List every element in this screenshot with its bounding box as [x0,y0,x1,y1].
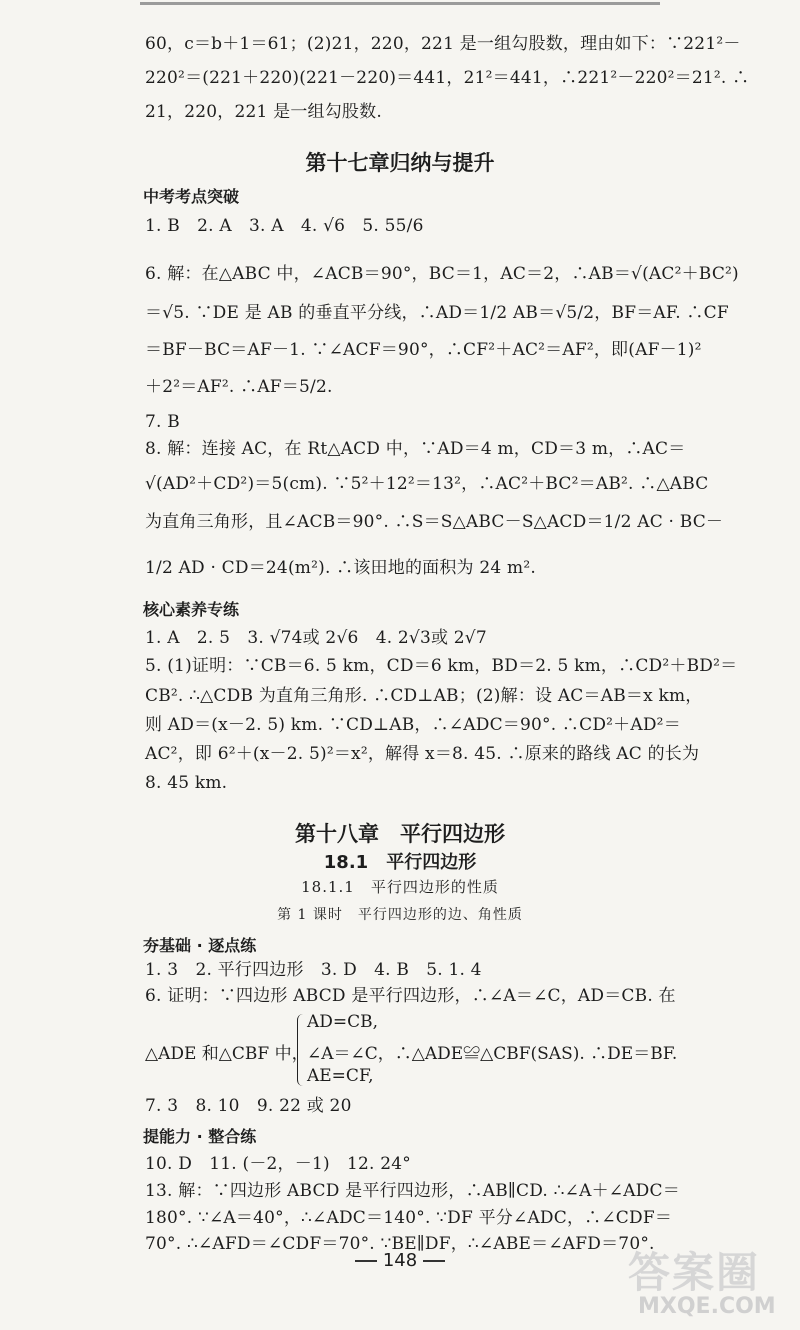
system-lead: △ADE 和△CBF 中， [145,1044,309,1064]
answer-line: 8. 45 km. [145,773,228,793]
answer-line: √(AD²＋CD²)＝5(cm). ∵5²＋12²＝13²，∴AC²＋BC²＝AB². ∴△ABC [145,474,709,494]
chapter-17-title: 第十七章归纳与提升 [305,151,495,175]
heading-improve: 提能力 · 整合练 [143,1127,257,1146]
answer-line: 为直角三角形，且∠ACB＝90°. ∴S＝S△ABC－S△ACD＝1/2 AC · BC－ [145,512,724,532]
page-number-text: 148 [382,1250,418,1271]
answer-line: ＋2²＝AF². ∴AF＝5/2. [145,377,333,397]
page-dash-right [423,1260,445,1262]
section-title: 18.1 平行四边形 [323,852,477,873]
answer-line: 7. B [145,412,180,432]
system-case: ∠A＝∠C，∴△ADE≌△CBF(SAS). ∴DE＝BF. [307,1044,678,1064]
watermark-text: 答案圈 [628,1248,761,1297]
page-dash-left [355,1260,377,1262]
heading-core-literacy: 核心素养专练 [143,600,240,619]
system-case: AE=CF, [307,1066,374,1086]
congruence-system [145,1012,685,1088]
answer-line: 1. B 2. A 3. A 4. √6 5. 55/6 [145,216,424,236]
answer-line: 6. 解：在△ABC 中，∠ACB＝90°，BC＝1，AC＝2，∴AB＝√(AC²＋BC²) [145,264,739,284]
watermark-url: MXQE.COM [638,1294,776,1319]
continuation-line-2: 220²＝(221＋220)(221－220)＝441，21²＝441，∴221²－220²＝21². ∴ [145,68,750,88]
left-brace [297,1014,304,1086]
answer-line: 70°. ∴∠AFD＝∠CDF＝70°. ∵BE∥DF，∴∠ABE＝∠AFD＝70°. [145,1234,655,1254]
answer-line: ＝√5. ∵DE 是 AB 的垂直平分线，∴AD＝1/2 AB＝√5/2，BF＝AF. ∴CF [145,303,729,323]
heading-exam-points: 中考考点突破 [143,187,240,206]
answer-line: 1. A 2. 5 3. √74或 2√6 4. 2√3或 2√7 [145,628,487,648]
answer-line: 10. D 11. (－2，－1) 12. 24° [145,1154,411,1174]
answer-line: 5. (1)证明：∵CB＝6. 5 km，CD＝6 km，BD＝2. 5 km，∴CD²＋BD²＝ [145,656,738,676]
answer-line: 1/2 AD · CD＝24(m²). ∴该田地的面积为 24 m². [145,558,536,578]
chapter-18-title: 第十八章 平行四边形 [295,822,505,846]
answer-line: AC²，即 6²＋(x－2. 5)²＝x²，解得 x＝8. 45. ∴原来的路线 AC 的长为 [145,744,700,764]
answer-line: 7. 3 8. 10 9. 22 或 20 [145,1096,352,1116]
answer-line: 180°. ∵∠A＝40°，∴∠ADC＝140°. ∵DF 平分∠ADC，∴∠CDF＝ [145,1208,673,1228]
heading-basics: 夯基础 · 逐点练 [143,936,257,955]
answer-line: 8. 解：连接 AC，在 Rt△ACD 中，∵AD＝4 m，CD＝3 m，∴AC＝ [145,439,686,459]
continuation-line-3: 21，220，221 是一组勾股数. [145,102,382,122]
top-rule [140,2,660,5]
system-case: AD=CB, [307,1012,379,1032]
answer-line: 6. 证明：∵四边形 ABCD 是平行四边形，∴∠A＝∠C，AD＝CB. 在 [145,986,676,1006]
answer-line: ＝BF－BC＝AF－1. ∵∠ACF＝90°，∴CF²＋AC²＝AF²，即(AF－1)² [145,340,702,360]
continuation-line-1: 60，c＝b＋1＝61；(2)21，220，221 是一组勾股数，理由如下：∵221²－ [145,34,741,54]
lesson-title: 第 1 课时 平行四边形的边、角性质 [277,907,523,923]
answer-line: 13. 解：∵四边形 ABCD 是平行四边形，∴AB∥CD. ∴∠A＋∠ADC＝ [145,1181,680,1201]
answer-line: CB². ∴△CDB 为直角三角形. ∴CD⊥AB；(2)解：设 AC＝AB＝x km， [145,686,703,706]
answer-line: 则 AD＝(x－2. 5) km. ∵CD⊥AB，∴∠ADC＝90°. ∴CD²＋AD²＝ [145,715,681,735]
watermark-logo [620,1240,795,1325]
subsection-title: 18.1.1 平行四边形的性质 [301,878,499,896]
answer-line: 1. 3 2. 平行四边形 3. D 4. B 5. 1. 4 [145,960,482,980]
